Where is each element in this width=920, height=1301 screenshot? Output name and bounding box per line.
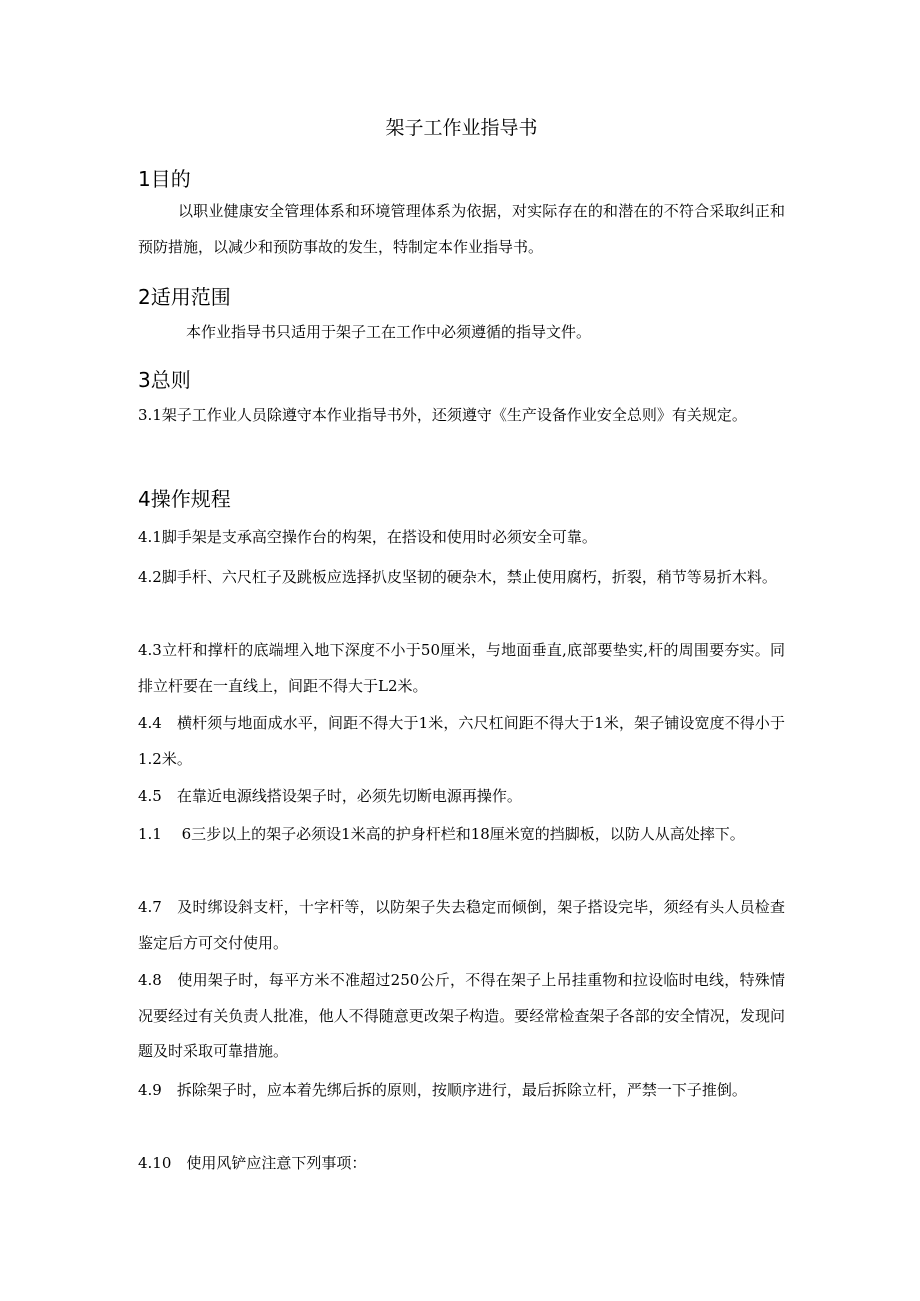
document-title: 架子工作业指导书 [385,117,538,139]
section-heading-scope: 2适用范围 [138,285,231,309]
paragraph-procedure-4-5: 4.5 在靠近电源线搭设架子时，必须先切断电源再操作。 [138,787,522,805]
paragraph-procedure-4-4: 4.4 横杆须与地面成水平，间距不得大于1米，六尺杠间距不得大于1米，架子铺设宽度不得小于1.2米。 [138,714,785,768]
paragraph-procedure-4-7: 4.7 及时绑设斜支杆，十字杆等，以防架子失去稳定而倾倒，架子搭设完毕，须经有头人员检查鉴定后方可交付使用。 [138,898,785,952]
paragraph-procedure-4-6: 1.1 6三步以上的架子必须设1米高的护身杆栏和18厘米宽的挡脚板，以防人从高处摔下。 [138,825,745,843]
section-heading-procedures: 4操作规程 [138,487,231,511]
paragraph-procedure-4-3: 4.3立杆和撑杆的底端埋入地下深度不小于50厘米，与地面垂直,底部要垫实,杆的周围要夯实。同排立杆要在一直线上，间距不得大于L2米。 [138,641,785,695]
paragraph-procedure-4-9: 4.9 拆除架子时，应本着先绑后拆的原则，按顺序进行，最后拆除立杆，严禁一下子推倒。 [138,1081,747,1099]
paragraph-procedure-4-10: 4.10 使用风铲应注意下列事项： [138,1154,367,1172]
paragraph-procedure-4-1: 4.1脚手架是支承高空操作台的构架，在搭设和使用时必须安全可靠。 [138,528,597,546]
paragraph-purpose: 以职业健康安全管理体系和环境管理体系为依据，对实际存在的和潜在的不符合采取纠正和预防措施，以减少和预防事故的发生，特制定本作业指导书。 [138,202,785,256]
section-heading-purpose: 1目的 [138,167,191,191]
paragraph-general-3-1: 3.1架子工作业人员除遵守本作业指导书外，还须遵守《生产设备作业安全总则》有关规定。 [138,406,747,424]
paragraph-scope: 本作业指导书只适用于架子工在工作中必须遵循的指导文件。 [186,323,592,341]
paragraph-procedure-4-8: 4.8 使用架子时，每平方米不准超过250公斤，不得在架子上吊挂重物和拉设临时电线，特殊情况要经过有关负责人批准，他人不得随意更改架子构造。要经常检查架子各部的安全情况，发现问题及时采取可靠措施。 [138,971,785,1060]
paragraph-procedure-4-2: 4.2脚手杆、六尺杠子及跳板应选择扒皮坚韧的硬杂木，禁止使用腐朽，折裂，稍节等易折木料。 [138,568,777,586]
section-heading-general: 3总则 [138,368,191,392]
